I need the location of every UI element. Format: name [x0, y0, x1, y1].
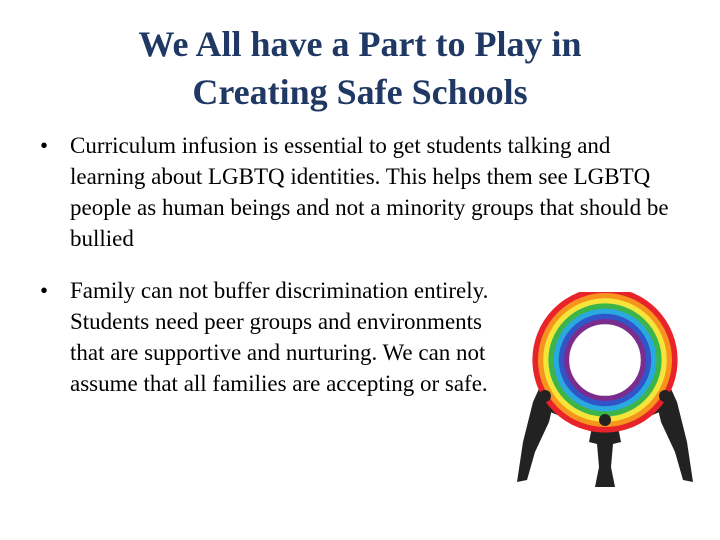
title-line-1: We All have a Part to Play in [138, 24, 582, 64]
title-line-2: Creating Safe Schools [192, 72, 528, 112]
rainbow-ring [535, 292, 675, 430]
bullet-item-curriculum [40, 130, 690, 254]
slide-title [60, 20, 660, 116]
rainbow-circle-people-icon [515, 292, 695, 487]
rainbow-band [561, 316, 649, 404]
rainbow-band [566, 321, 643, 398]
rainbow-band [556, 311, 654, 409]
bullet-marker: • [40, 133, 49, 158]
bullet-marker: • [40, 278, 49, 303]
bullet-text: Curriculum infusion is essential to get students talking and learning about LGBTQ identities. This helps them see LGBTQ people as human beings and not a minority groups that should be bullied [70, 133, 669, 251]
bullet-item-family [40, 275, 520, 399]
bullet-text: Family can not buffer discrimination entirely. Students need peer groups and environments that are supportive and nurturing. We can not assume that all families are accepting or safe. [70, 278, 489, 396]
